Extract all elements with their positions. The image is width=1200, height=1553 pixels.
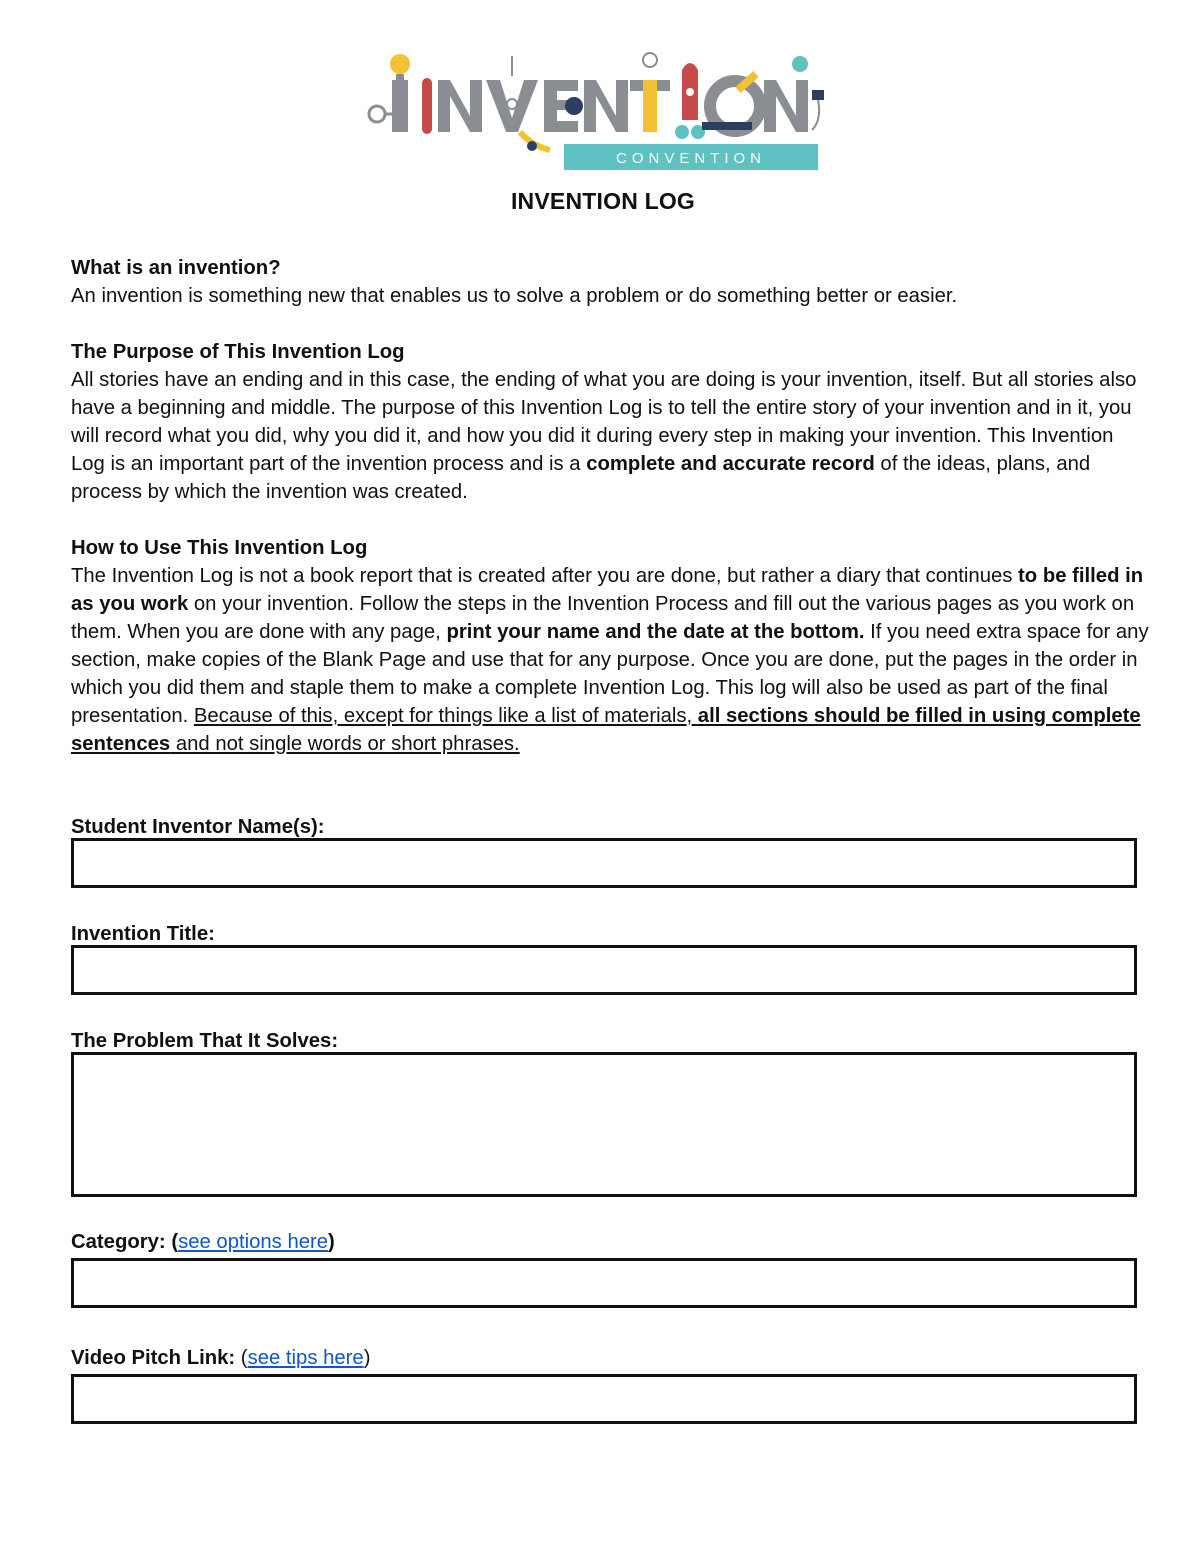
lightbulb-icon bbox=[390, 54, 410, 74]
category-input[interactable] bbox=[71, 1258, 1137, 1308]
title-label: Invention Title: bbox=[71, 923, 215, 945]
intro-section bbox=[71, 254, 1151, 310]
how-to-text: The Invention Log is not a book report that is created after you are done, but rather a diary that continues to be filled in as you work on your invention. Follow the steps in the Invention Process and fill out the various pages as you work on them. When you are done with any page, print your name and the date at the bottom. If you need extra space for any section, make copies of the Blank Page and use that for any purpose. Once you are done, put the pages in the order in which you did them and staple them to make a complete Invention Log. This log will also be used as part of the final presentation. Because of this, except for things like a list of materials, all sections should be filled in using complete sentences and not single words or short phrases. bbox=[71, 565, 1149, 755]
purpose-text: All stories have an ending and in this case, the ending of what you are doing is your invention, itself. But all stories also have a beginning and middle. The purpose of this Invention Log is to tell the entire story of your invention and in it, you will record what you did, why you did it, and how you did it during every step in making your invention. This Invention Log is an important part of the invention process and is a complete and accurate record of the ideas, plans, and process by which the invention was created. bbox=[71, 369, 1137, 503]
intro-text: An invention is something new that enables us to solve a problem or do something better or easier. bbox=[71, 285, 958, 307]
compass-icon bbox=[486, 80, 538, 132]
ruler-icon bbox=[643, 80, 657, 132]
video-label: Video Pitch Link: (see tips here) bbox=[71, 1347, 371, 1369]
gauge-icon bbox=[369, 106, 385, 122]
category-options-link[interactable]: see options here bbox=[178, 1231, 329, 1253]
how-to-section bbox=[71, 534, 1151, 758]
invention-title-input[interactable] bbox=[71, 945, 1137, 995]
video-tips-link[interactable]: see tips here bbox=[247, 1347, 364, 1369]
plug-icon bbox=[792, 56, 808, 72]
problem-label: The Problem That It Solves: bbox=[71, 1030, 339, 1052]
invention-convention-logo bbox=[360, 46, 840, 176]
test-tube-icon bbox=[422, 78, 432, 134]
page-title: INVENTION LOG bbox=[510, 188, 696, 214]
category-label: Category: (see options here) bbox=[71, 1231, 335, 1253]
purpose-section bbox=[71, 338, 1151, 506]
gear-icon bbox=[565, 97, 583, 115]
logo-graphic bbox=[360, 46, 840, 176]
svg-text:CONVENTION: CONVENTION bbox=[615, 150, 767, 167]
names-input[interactable] bbox=[71, 838, 1137, 888]
names-label: Student Inventor Name(s): bbox=[71, 816, 325, 838]
how-to-heading: How to Use This Invention Log bbox=[71, 537, 368, 559]
intro-heading: What is an invention? bbox=[71, 257, 281, 279]
video-link-input[interactable] bbox=[71, 1374, 1137, 1424]
purpose-heading: The Purpose of This Invention Log bbox=[71, 341, 405, 363]
problem-input[interactable] bbox=[71, 1052, 1137, 1197]
